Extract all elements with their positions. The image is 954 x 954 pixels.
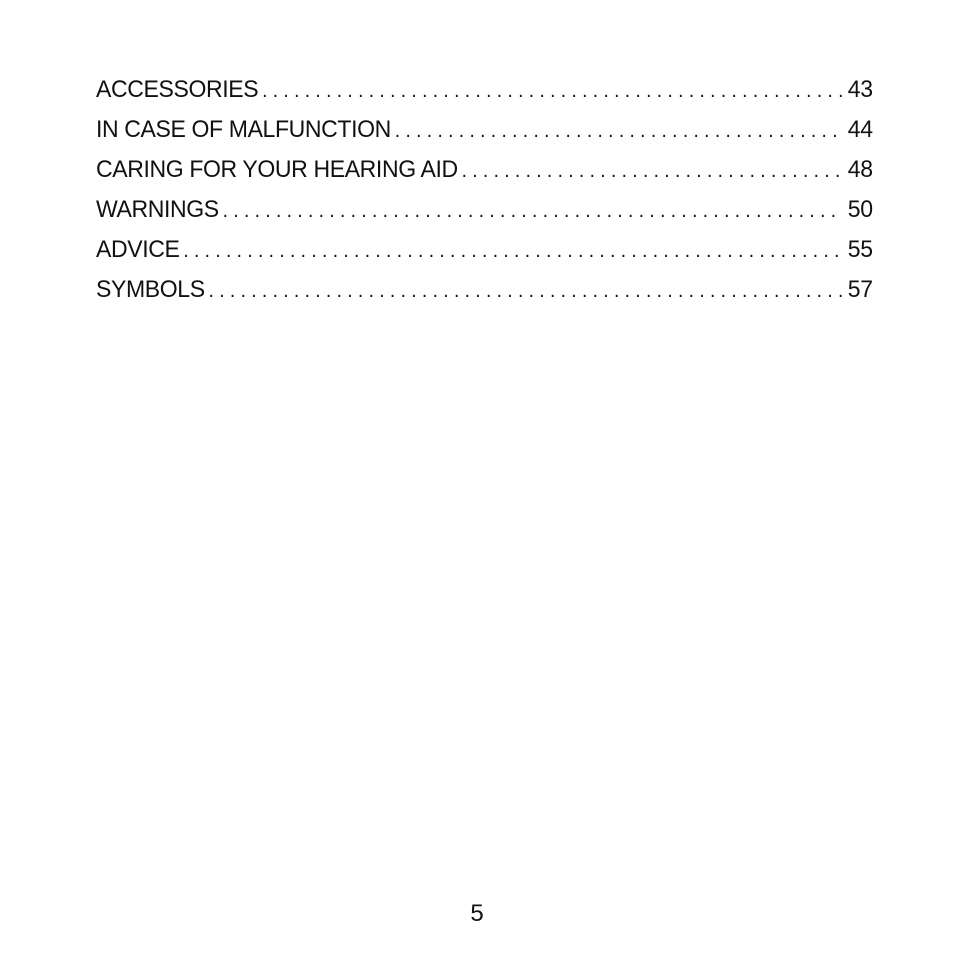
toc-entry-advice[interactable] [96, 230, 873, 270]
toc-entry-symbols[interactable] [96, 270, 873, 310]
toc-entry-page: 43 [847, 76, 873, 103]
toc-entry-page: 50 [847, 196, 873, 223]
toc-entry-malfunction[interactable] [96, 110, 873, 150]
dot-leader [183, 231, 842, 271]
toc-entry-page: 48 [847, 156, 873, 183]
page-number: 5 [470, 900, 484, 927]
dot-leader [223, 191, 842, 231]
dot-leader [395, 111, 842, 151]
toc-entry-title: ADVICE [96, 236, 180, 263]
toc-entry-accessories[interactable] [96, 70, 873, 110]
toc-entry-warnings[interactable] [96, 190, 873, 230]
toc-entry-title: WARNINGS [96, 196, 219, 223]
toc-entry-title: IN CASE OF MALFUNCTION [96, 116, 391, 143]
toc-entry-title: SYMBOLS [96, 276, 205, 303]
table-of-contents [96, 70, 873, 310]
dot-leader [209, 271, 842, 311]
toc-entry-page: 55 [847, 236, 873, 263]
dot-leader [262, 71, 842, 111]
toc-entry-page: 57 [847, 276, 873, 303]
toc-entry-page: 44 [847, 116, 873, 143]
toc-entry-title: CARING FOR YOUR HEARING AID [96, 156, 458, 183]
toc-entry-title: ACCESSORIES [96, 76, 259, 103]
dot-leader [462, 151, 842, 191]
toc-entry-caring[interactable] [96, 150, 873, 190]
